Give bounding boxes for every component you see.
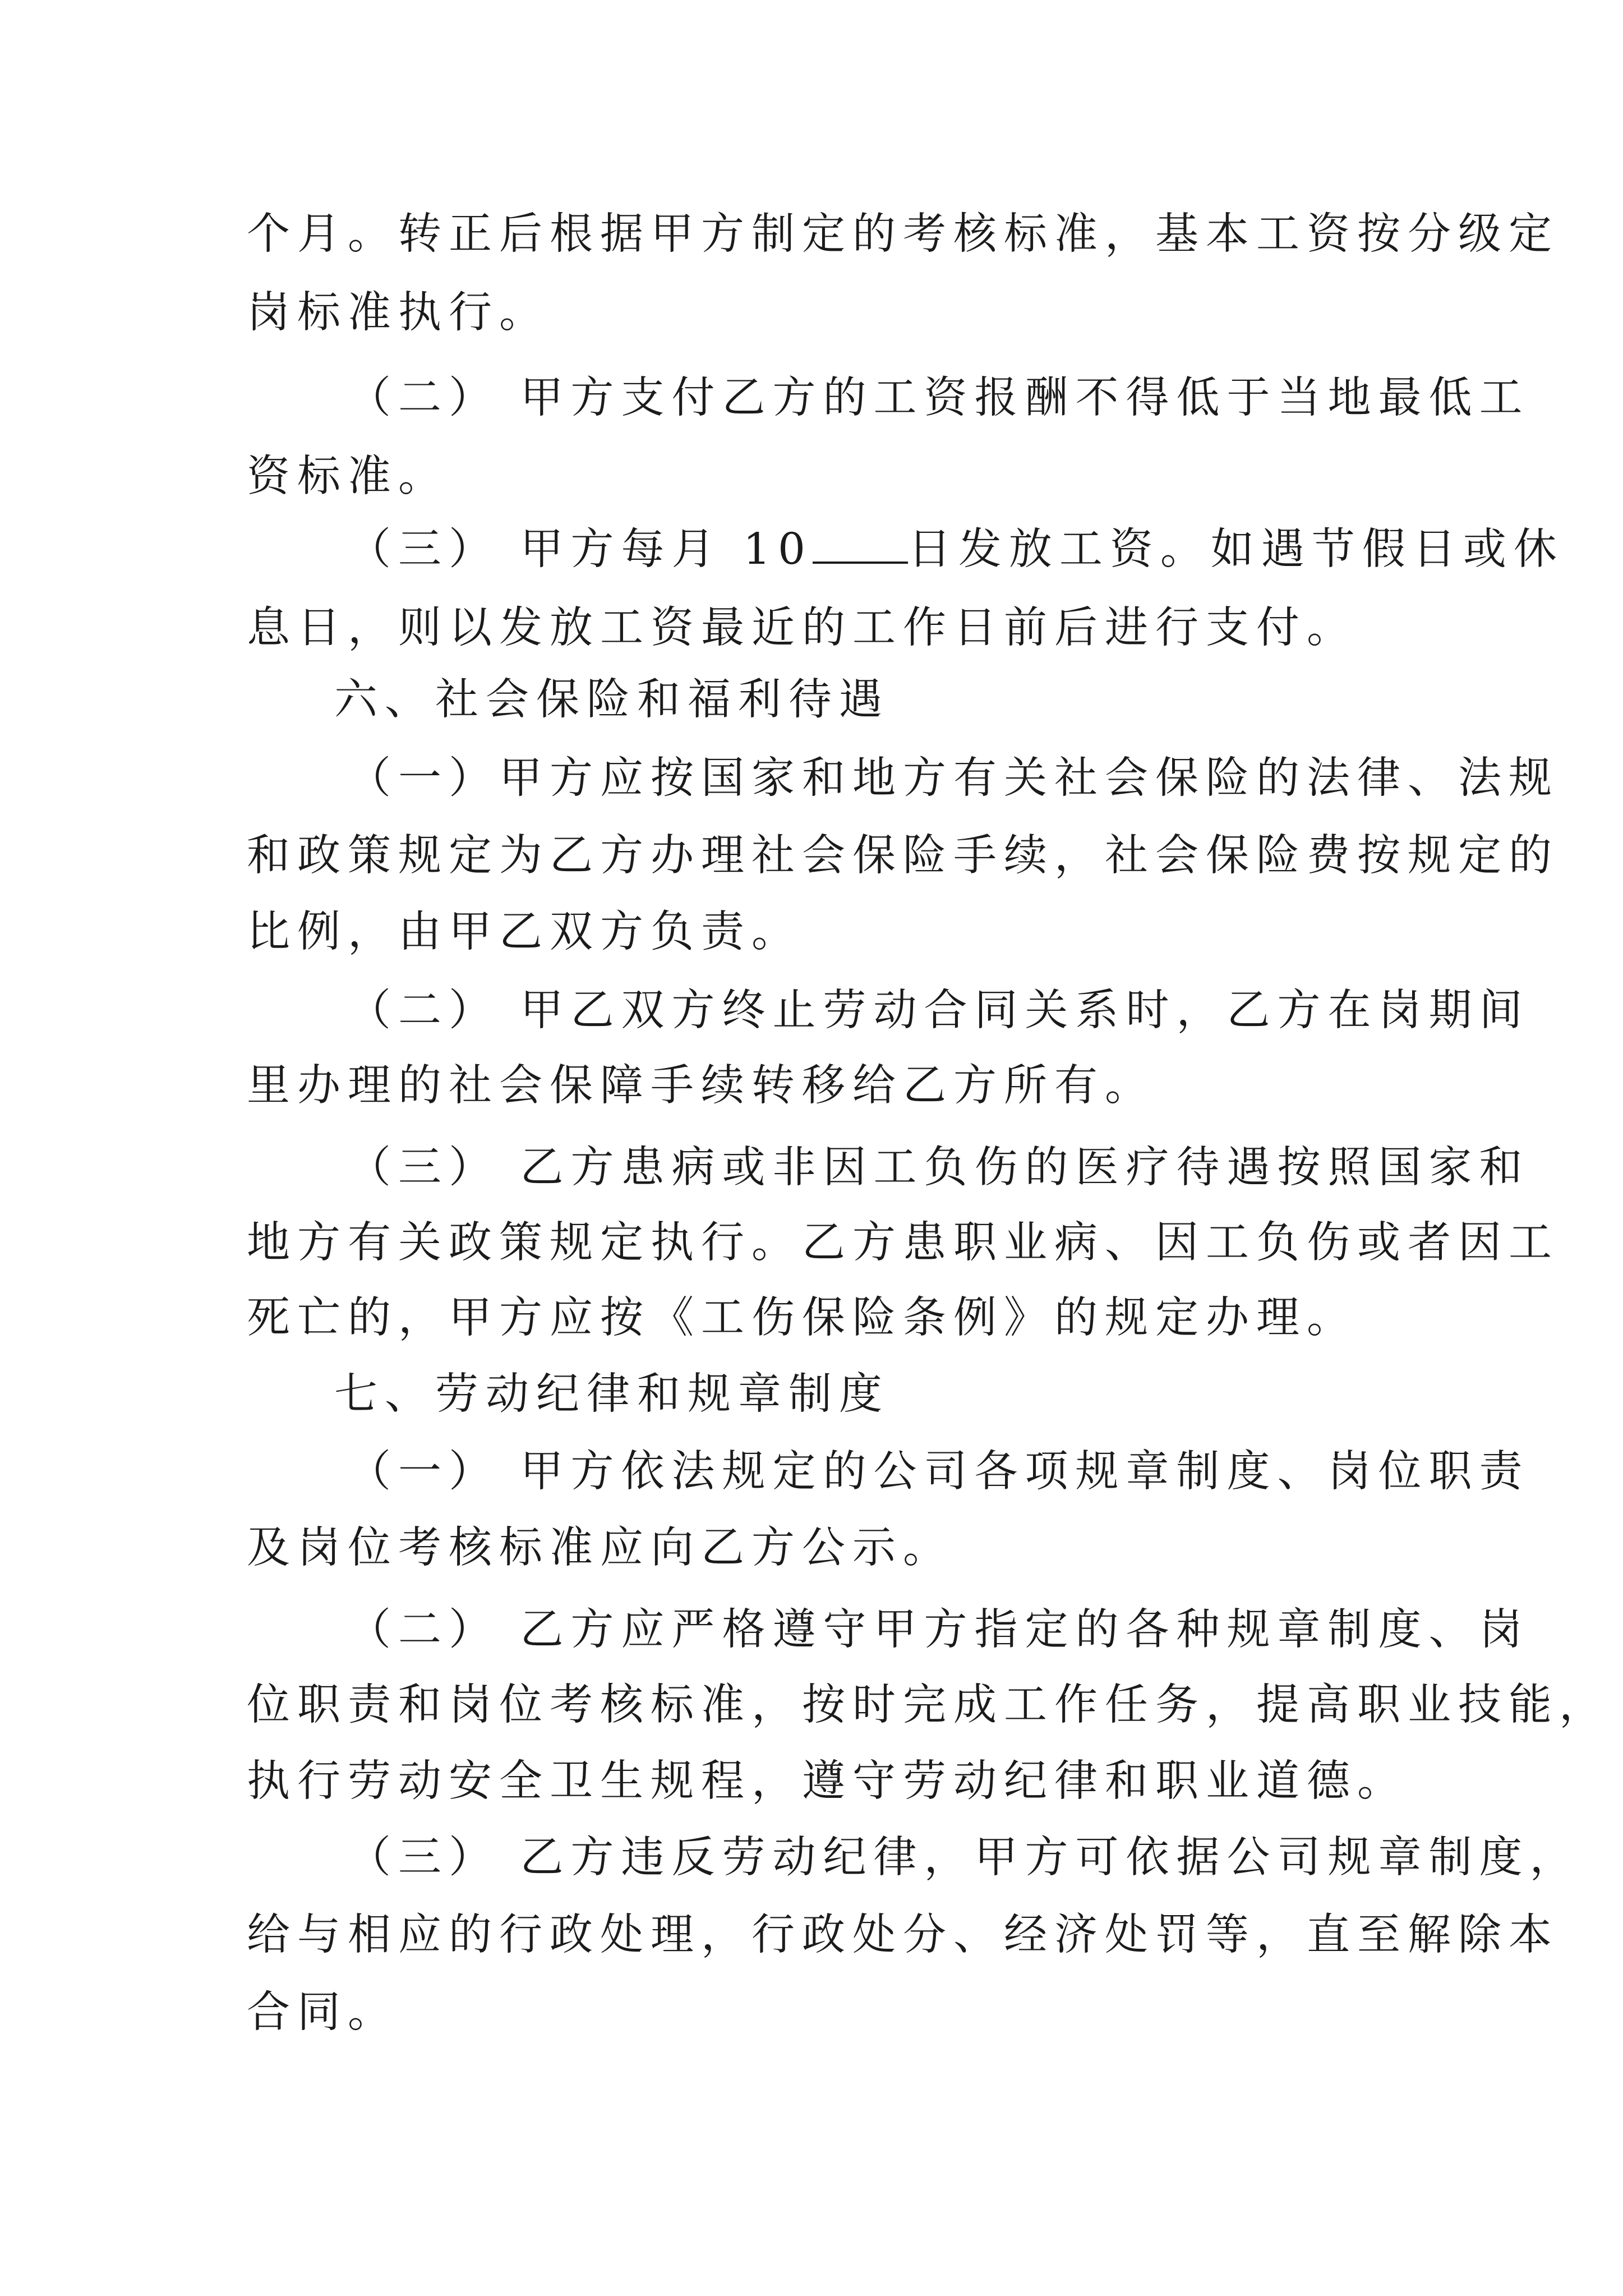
section-heading: 六、社会保险和福利待遇 [334,675,889,725]
body-text-line: 位职责和岗位考核标准，按时完成工作任务，提高职业技能， [247,1680,1610,1730]
body-text-line: （一） 甲方依法规定的公司各项规章制度、岗位职责 [348,1447,1530,1497]
line-segment: （三） 甲方每月 10 [348,524,813,574]
body-text-line: 里办理的社会保障手续转移给乙方所有。 [247,1061,1155,1111]
body-text-line: 岗标准执行。 [247,288,550,338]
body-text-line [348,522,1564,578]
section-heading: 七、劳动纪律和规章制度 [334,1369,889,1419]
body-text-line: 资标准。 [247,452,449,501]
body-text-line: 执行劳动安全卫生规程，遵守劳动纪律和职业道德。 [247,1756,1408,1806]
body-text-line: 息日，则以发放工资最近的工作日前后进行支付。 [247,603,1357,653]
body-text-line: 合同。 [247,1987,398,2037]
body-text-line: 个月。转正后根据甲方制定的考核标准，基本工资按分级定 [247,209,1559,259]
body-text-line: 比例，由甲乙双方负责。 [247,907,802,957]
body-text-line: 及岗位考核标准应向乙方公示。 [247,1523,953,1573]
body-text-line: （二） 甲乙双方终止劳动合同关系时，乙方在岗期间 [348,986,1530,1036]
line-segment: 日发放工资。如遇节假日或休 [907,524,1564,574]
body-text-line: 和政策规定为乙方办理社会保险手续，社会保险费按规定的 [247,831,1559,881]
body-text-line: （三） 乙方患病或非因工负伤的医疗待遇按照国家和 [348,1143,1530,1193]
body-text-line: （二） 甲方支付乙方的工资报酬不得低于当地最低工 [348,373,1530,423]
body-text-line: （一）甲方应按国家和地方有关社会保险的法律、法规 [348,753,1559,803]
body-text-line: （三） 乙方违反劳动纪律，甲方可依据公司规章制度， [348,1833,1580,1883]
body-text-line: 给与相应的行政处理，行政处分、经济处罚等，直至解除本 [247,1910,1559,1960]
fill-in-blank [813,527,908,564]
body-text-line: 死亡的，甲方应按《工伤保险条例》的规定办理。 [247,1293,1357,1343]
body-text-line: 地方有关政策规定执行。乙方患职业病、因工负伤或者因工 [247,1218,1559,1268]
body-text-line: （二） 乙方应严格遵守甲方指定的各种规章制度、岗 [348,1605,1530,1655]
